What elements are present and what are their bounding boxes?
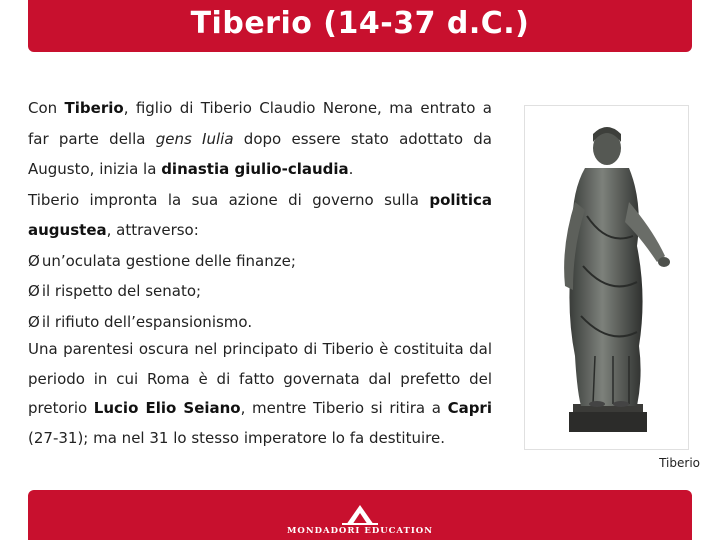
bullet-text: il rifiuto dell’espansionismo. (41, 312, 253, 331)
bullet-item (28, 307, 492, 338)
publisher-logo-icon (340, 504, 380, 526)
text-run: , figlio di Tiberio Claudio Nerone, ma entrato a far parte della (28, 99, 492, 148)
text-run: Con (28, 99, 65, 117)
statue-illustration (525, 106, 688, 449)
image-caption: Tiberio (659, 456, 700, 470)
bullet-item (28, 276, 492, 307)
text-run: Tiberio impronta la sua azione di governo sulla (28, 190, 430, 209)
seiano-paragraph (28, 335, 492, 453)
bullet-text: un’oculata gestione delle finanze; (41, 251, 296, 270)
arrow-bullet-icon: Ø (28, 251, 40, 270)
text-run: (27-31); ma nel 31 lo stesso imperatore lo fa destituire. (28, 428, 445, 447)
slide-title: Tiberio (14-37 d.C.) (190, 5, 530, 41)
bullet-text: il rispetto del senato; (41, 282, 202, 300)
footer-bar (28, 490, 692, 540)
keyword-politica-augustea: politica augustea (28, 190, 492, 239)
keyword-tiberio: Tiberio (64, 99, 124, 117)
publisher-logo-text: MONDADORI EDUCATION (287, 526, 433, 536)
text-run: . (348, 160, 354, 178)
arrow-bullet-icon: Ø (28, 312, 40, 331)
tiberius-statue-image (524, 105, 689, 450)
keyword-dinastia: dinastia giulio-claudia (161, 160, 349, 178)
title-bar (28, 0, 692, 52)
bullet-item (28, 246, 492, 277)
keyword-seiano: Lucio Elio Seiano (93, 399, 241, 417)
keyword-gens-iulia: gens Iulia (155, 129, 234, 148)
text-run: Una parentesi oscura nel principato di Tiberio è costituita dal periodo in cui Roma è di fatto governata dal prefetto del pretorio (28, 340, 492, 417)
text-run: , attraverso: (106, 221, 199, 239)
intro-paragraph (28, 93, 492, 337)
arrow-bullet-icon: Ø (28, 282, 40, 300)
text-run: , mentre Tiberio si ritira a (240, 399, 448, 417)
text-run: dopo essere stato adottato da Augusto, inizia la (28, 129, 492, 178)
keyword-capri: Capri (447, 399, 492, 417)
